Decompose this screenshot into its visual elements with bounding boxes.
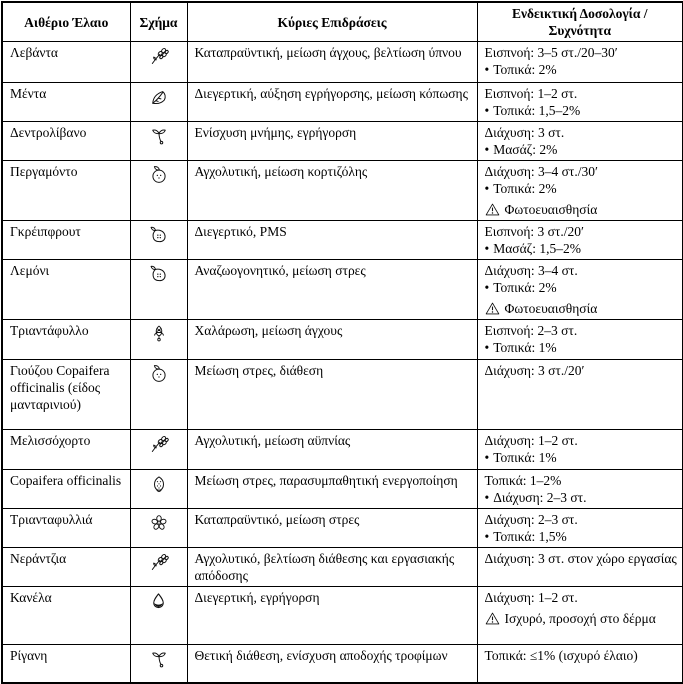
oil-dosage-cell [477,320,683,360]
oil-name-cell: Κανέλα [2,587,130,645]
oil-shape-cell [130,122,187,161]
dosage-line-bullet [485,180,679,197]
rosebud-icon [150,332,168,347]
oil-effects-cell: Διεγερτική, αύξηση εγρήγορσης, μείωση κόπωσης [187,83,477,122]
blossom-icon [149,521,169,536]
oil-name-cell: Λεβάντα [2,42,130,83]
warning-triangle-icon [485,300,500,317]
oil-effects-cell: Αγχολυτική, μείωση αϋπνίας [187,430,477,470]
oil-name-cell: Copaifera officinalis [2,470,130,509]
dosage-warning-text: Φωτοευαισθησία [504,301,598,316]
dosage-line-bullet [485,102,679,119]
bullet-marker: • [484,490,490,505]
oil-dosage-cell [477,360,683,430]
dosage-line-bullet [485,61,679,78]
dosage-warning-text: Φωτοευαισθησία [504,202,598,217]
bullet-marker: • [484,142,490,157]
dosage-line-bullet [485,279,679,296]
oil-effects-cell: Μείωση στρες, διάθεση [187,360,477,430]
oil-effects-cell: Θετική διάθεση, ενίσχυση αποδοχής τροφίμων [187,645,477,683]
lavender-sprig-icon [149,54,169,69]
dosage-text: Τοπικά: 2% [493,181,557,196]
oil-dosage-cell [477,161,683,221]
oil-dosage-cell [477,548,683,587]
oil-effects-cell: Αγχολυτική, μείωση κορτιζόλης [187,161,477,221]
bullet-marker: • [484,450,490,465]
oil-effects-cell: Καταπραϋντική, μείωση άγχους, βελτίωση ύπνου [187,42,477,83]
dosage-line: Εισπνοή: 2–3 στ. [484,323,578,338]
oil-shape-cell [130,645,187,683]
table-row [2,509,683,548]
oil-name-cell: Λεμόνι [2,260,130,320]
dosage-line-bullet [485,339,679,356]
lemon-icon [149,272,169,287]
bullet-marker: • [484,280,490,295]
oil-shape-cell [130,548,187,587]
oil-dosage-cell [477,42,683,83]
oil-name-cell: Περγαμόντο [2,161,130,221]
oil-name-cell: Γιούζου Copaifera officinalis (είδος μανταρινιού) [2,360,130,430]
oil-shape-cell [130,221,187,260]
dosage-line: Εισπνοή: 1–2 στ. [484,86,578,101]
warning-triangle-icon [485,610,500,627]
oil-dosage-cell [477,122,683,161]
dosage-line: Τοπικά: ≤1% (ισχυρό έλαιο) [484,648,638,663]
dosage-line: Διάχυση: 2–3 στ. [484,512,578,527]
lavender-sprig-icon [149,560,169,575]
table-row [2,221,683,260]
table-row [2,320,683,360]
oil-dosage-cell [477,470,683,509]
dosage-text: Μασάζ: 1,5–2% [493,241,581,256]
column-header-effects: Κύριες Επιδράσεις [187,2,477,42]
dosage-text: Τοπικά: 1,5% [493,529,567,544]
dosage-line: Εισπνοή: 3 στ./20′ [484,224,584,239]
oil-name-cell: Νεράντζια [2,548,130,587]
bullet-marker: • [484,181,490,196]
dosage-line: Διάχυση: 3 στ. στον χώρο εργασίας [484,551,677,566]
dosage-warning-line [485,610,665,627]
warning-triangle-icon [485,201,500,218]
oil-shape-cell [130,320,187,360]
dosage-line: Διάχυση: 3 στ. [484,125,565,140]
bullet-marker: • [484,529,490,544]
oil-name-cell: Μελισσόχορτο [2,430,130,470]
oil-effects-cell: Αγχολυτικό, βελτίωση διάθεσης και εργασιακής απόδοσης [187,548,477,587]
dosage-line: Διάχυση: 1–2 στ. [484,433,578,448]
table-row [2,470,683,509]
oil-effects-cell: Αναζωογονητικό, μείωση στρες [187,260,477,320]
table-row [2,548,683,587]
dosage-line-bullet [485,489,679,506]
column-header-oil-name: Αιθέριο Έλαιο [2,2,130,42]
dosage-line: Διάχυση: 3–4 στ. [484,263,578,278]
column-header-dosage: Ενδεικτική Δοσολογία / Συχνότητα [477,2,683,42]
table-row [2,161,683,221]
oil-name-cell: Δεντρολίβανο [2,122,130,161]
oil-shape-cell [130,360,187,430]
oil-effects-cell: Χαλάρωση, μείωση άγχους [187,320,477,360]
cone-icon [149,482,169,497]
dosage-text: Τοπικά: 1,5–2% [493,103,581,118]
dosage-line-bullet [485,240,679,257]
dosage-text: Τοπικά: 1% [493,450,557,465]
lemon-icon [149,233,169,248]
oil-name-cell: Γκρέιπφρουτ [2,221,130,260]
lavender-sprig-icon [149,442,169,457]
table-row [2,587,683,645]
oil-shape-cell [130,42,187,83]
oil-effects-cell: Καταπραϋντικό, μείωση στρες [187,509,477,548]
dosage-line-bullet [485,141,679,158]
table-row [2,42,683,83]
oil-dosage-cell [477,430,683,470]
oil-effects-cell: Ενίσχυση μνήμης, εγρήγορση [187,122,477,161]
dosage-line: Διάχυση: 3–4 στ./30′ [484,164,598,179]
dosage-text: Τοπικά: 2% [493,62,557,77]
oil-dosage-cell [477,221,683,260]
dosage-line: Διάχυση: 1–2 στ. [484,590,578,605]
column-header-shape: Σχήμα [130,2,187,42]
dosage-warning-line [485,201,665,218]
dosage-warning-line [485,300,665,317]
oil-dosage-cell [477,509,683,548]
table-row [2,83,683,122]
dosage-text: Διάχυση: 2–3 στ. [493,490,587,505]
dosage-text: Τοπικά: 2% [493,280,557,295]
mint-leaf-icon [149,95,169,110]
seedling-icon [149,134,169,149]
bullet-marker: • [484,241,490,256]
oil-effects-cell: Διεγερτική, εγρήγορση [187,587,477,645]
dosage-line-bullet [485,449,679,466]
dosage-text: Τοπικά: 1% [493,340,557,355]
dosage-line-bullet [485,528,679,545]
oil-dosage-cell [477,83,683,122]
table-row [2,260,683,320]
oil-effects-cell: Διεγερτικό, PMS [187,221,477,260]
oil-shape-cell [130,430,187,470]
bullet-marker: • [484,103,490,118]
oil-dosage-cell [477,587,683,645]
oil-name-cell: Τριαντάφυλλο [2,320,130,360]
oil-shape-cell [130,83,187,122]
oil-dosage-cell [477,260,683,320]
oil-shape-cell [130,260,187,320]
droplet-icon [149,599,168,614]
oil-shape-cell [130,161,187,221]
oil-shape-cell [130,470,187,509]
dosage-text: Μασάζ: 2% [493,142,558,157]
orange-icon [149,173,169,188]
oil-shape-cell [130,587,187,645]
oil-name-cell: Τριανταφυλλιά [2,509,130,548]
oil-shape-cell [130,509,187,548]
orange-icon [149,372,169,387]
essential-oils-table [1,1,683,684]
oil-name-cell: Μέντα [2,83,130,122]
oil-effects-cell: Μείωση στρες, παρασυμπαθητική ενεργοποίηση [187,470,477,509]
bullet-marker: • [484,340,490,355]
table-body [2,42,683,683]
oil-dosage-cell [477,645,683,683]
header-row [2,2,683,42]
bullet-marker: • [484,62,490,77]
seedling-icon [149,657,169,672]
table-row [2,122,683,161]
table-row [2,645,683,683]
dosage-line: Διάχυση: 3 στ./20′ [484,363,585,378]
table-row [2,360,683,430]
oil-name-cell: Ρίγανη [2,645,130,683]
dosage-warning-text: Ισχυρό, προσοχή στο δέρμα [504,611,656,626]
table-row [2,430,683,470]
dosage-line: Εισπνοή: 3–5 στ./20–30′ [484,45,618,60]
dosage-line: Τοπικά: 1–2% [484,473,562,488]
